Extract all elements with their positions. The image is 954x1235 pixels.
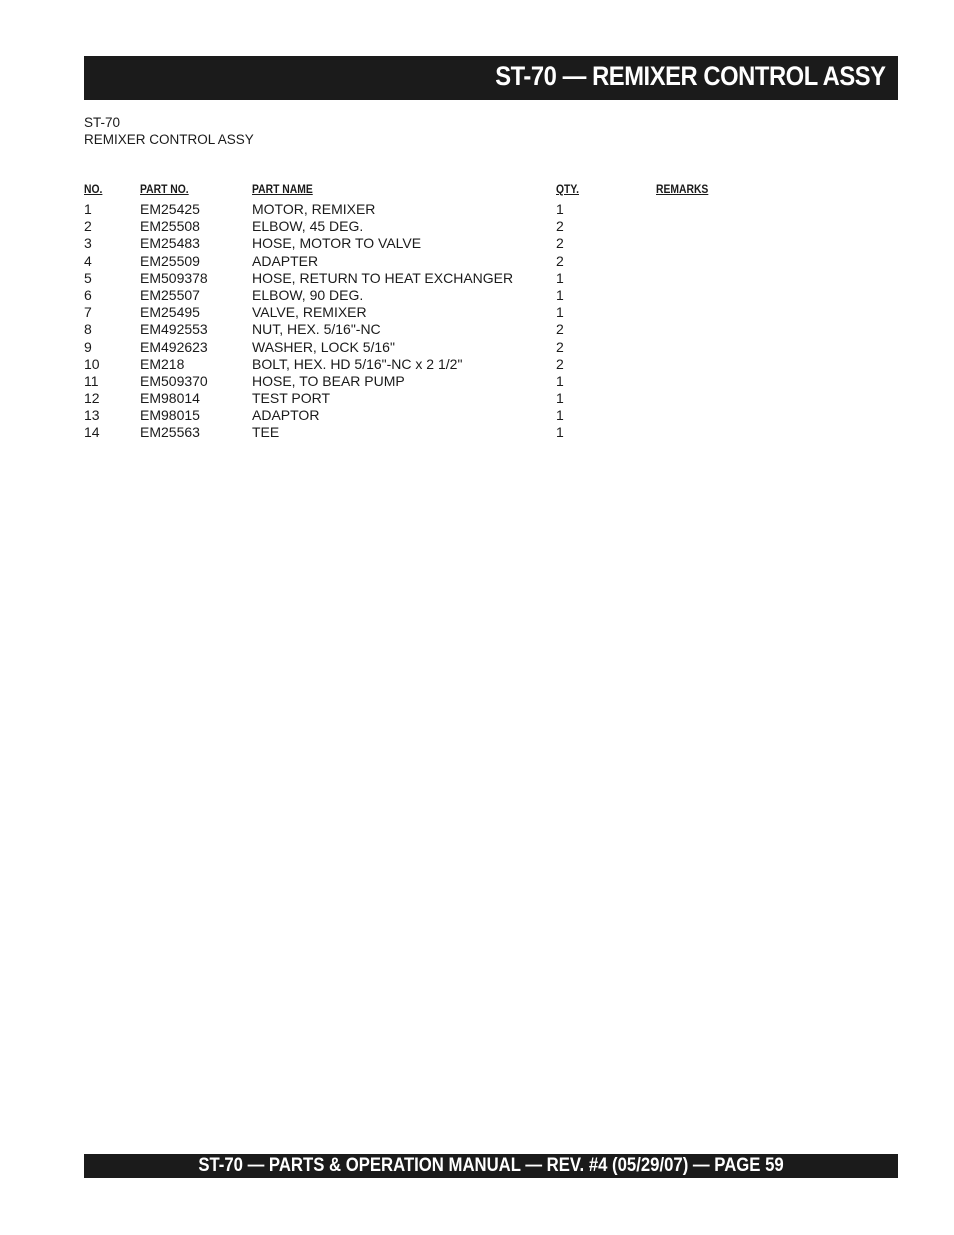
table-row — [84, 235, 724, 252]
cell-qty: 1 — [556, 304, 564, 321]
cell-part-name: ELBOW, 90 DEG. — [252, 286, 364, 303]
cell-part-name: ADAPTOR — [252, 407, 320, 424]
table-row — [84, 424, 724, 441]
page-header-bar — [84, 56, 898, 100]
cell-part-name: TEST PORT — [252, 390, 331, 407]
table-row — [84, 218, 724, 235]
cell-no: 14 — [84, 424, 100, 441]
cell-no: 4 — [84, 252, 92, 269]
cell-no: 8 — [84, 321, 92, 338]
cell-qty: 1 — [556, 286, 564, 303]
table-row — [84, 321, 724, 338]
cell-qty: 1 — [556, 201, 564, 217]
cell-no: 10 — [84, 355, 100, 372]
cell-part-no: EM509378 — [140, 269, 208, 286]
table-row — [84, 339, 724, 356]
cell-part-no: EM492553 — [140, 321, 208, 338]
cell-qty: 2 — [556, 321, 564, 338]
cell-qty: 1 — [556, 372, 564, 389]
column-header-qty: QTY. — [556, 184, 580, 196]
cell-qty: 1 — [556, 407, 564, 424]
cell-qty: 2 — [556, 355, 564, 372]
cell-no: 6 — [84, 286, 92, 303]
assembly-label: REMIXER CONTROL ASSY — [84, 132, 254, 147]
cell-qty: 2 — [556, 338, 564, 355]
cell-qty: 1 — [556, 390, 564, 407]
table-body — [84, 201, 724, 442]
table-row — [84, 373, 724, 390]
cell-part-no: EM25509 — [140, 252, 200, 269]
table-row — [84, 253, 724, 270]
cell-no: 13 — [84, 407, 100, 424]
table-row — [84, 304, 724, 321]
cell-no: 2 — [84, 218, 92, 235]
cell-part-name: HOSE, RETURN TO HEAT EXCHANGER — [252, 269, 514, 286]
cell-part-name: HOSE, TO BEAR PUMP — [252, 372, 405, 389]
cell-part-no: EM98014 — [140, 390, 200, 407]
cell-part-no: EM25425 — [140, 201, 200, 217]
cell-part-no: EM218 — [140, 355, 185, 372]
cell-part-name: VALVE, REMIXER — [252, 304, 367, 321]
table-row — [84, 287, 724, 304]
cell-part-no: EM25483 — [140, 235, 200, 252]
cell-no: 5 — [84, 269, 92, 286]
cell-qty: 1 — [556, 269, 564, 286]
cell-part-name: ELBOW, 45 DEG. — [252, 218, 364, 235]
cell-part-name: MOTOR, REMIXER — [252, 201, 376, 217]
model-label: ST-70 — [84, 115, 121, 130]
table-row — [84, 407, 724, 424]
cell-qty: 2 — [556, 252, 564, 269]
cell-part-no: EM25563 — [140, 424, 200, 441]
footer-text: ST-70 — PARTS & OPERATION MANUAL — REV. #4 (05/29/07) — PAGE 59 — [198, 1155, 784, 1176]
cell-no: 9 — [84, 338, 92, 355]
cell-part-no: EM25508 — [140, 218, 200, 235]
column-header-part-no: PART NO. — [140, 184, 189, 196]
page-footer-bar — [84, 1154, 898, 1178]
column-header-part-name: PART NAME — [252, 184, 313, 196]
section-meta — [84, 114, 254, 148]
cell-part-name: ADAPTER — [252, 252, 319, 269]
cell-part-name: BOLT, HEX. HD 5/16"-NC x 2 1/2" — [252, 355, 463, 372]
cell-part-no: EM25507 — [140, 286, 200, 303]
cell-part-no: EM25495 — [140, 304, 200, 321]
table-row — [84, 270, 724, 287]
table-row — [84, 390, 724, 407]
cell-part-name: TEE — [252, 424, 280, 441]
table-row — [84, 201, 724, 218]
page-title: ST-70 — REMIXER CONTROL ASSY — [495, 61, 886, 91]
cell-no: 11 — [84, 372, 99, 389]
cell-part-no: EM98015 — [140, 407, 200, 424]
cell-no: 1 — [84, 201, 92, 217]
cell-qty: 2 — [556, 218, 564, 235]
cell-part-name: WASHER, LOCK 5/16" — [252, 338, 395, 355]
cell-part-name: HOSE, MOTOR TO VALVE — [252, 235, 422, 252]
cell-part-name: NUT, HEX. 5/16"-NC — [252, 321, 381, 338]
cell-no: 3 — [84, 235, 92, 252]
table-row — [84, 356, 724, 373]
cell-part-no: EM492623 — [140, 338, 208, 355]
cell-part-no: EM509370 — [140, 372, 208, 389]
cell-qty: 2 — [556, 235, 564, 252]
cell-qty: 1 — [556, 424, 564, 441]
cell-no: 7 — [84, 304, 92, 321]
cell-no: 12 — [84, 390, 100, 407]
column-header-no: NO. — [84, 184, 103, 196]
column-header-remarks: REMARKS — [656, 184, 709, 196]
